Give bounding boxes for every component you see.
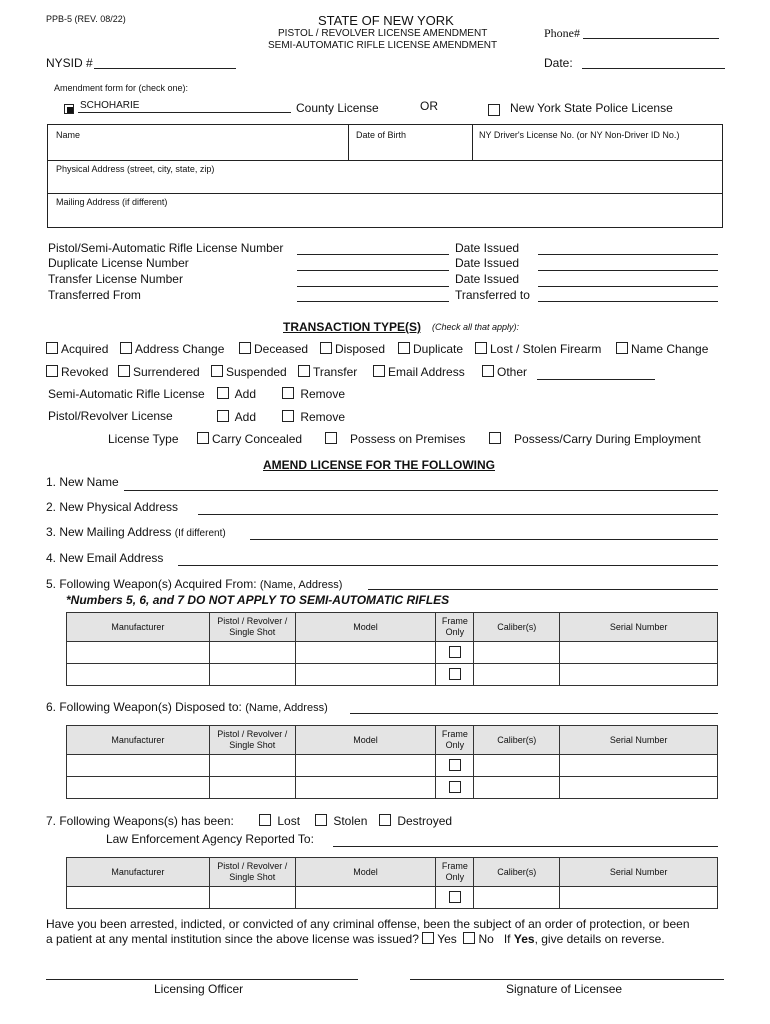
agency-field[interactable] <box>333 846 718 847</box>
status-destroyed[interactable]: Destroyed <box>379 814 452 828</box>
col-pistol-type: Pistol / Revolver / Single Shot <box>209 858 295 887</box>
disposed-to-label: 6. Following Weapon(s) Disposed to: (Name, Address) <box>46 700 328 714</box>
transaction-name-change[interactable]: Name Change <box>616 342 708 356</box>
disposed-to-field[interactable] <box>350 713 718 714</box>
table-row[interactable] <box>67 755 718 777</box>
pistol-remove[interactable]: Remove <box>282 410 345 424</box>
checkbox-icon <box>325 432 337 444</box>
acquired-from-field[interactable] <box>368 589 718 590</box>
form-title: STATE OF NEW YORK <box>318 13 454 28</box>
acquired-weapons-table <box>66 612 718 686</box>
col-model: Model <box>295 726 436 755</box>
table-row[interactable] <box>67 887 718 909</box>
status-stolen[interactable]: Stolen <box>315 814 367 828</box>
col-frame-only: Frame Only <box>436 726 474 755</box>
checkbox-icon <box>463 932 475 944</box>
checkbox-icon <box>616 342 628 354</box>
answer-yes[interactable]: Yes <box>422 932 457 946</box>
pistol-license-label: Pistol/Revolver License <box>48 409 173 423</box>
transaction-other[interactable]: Other <box>482 365 527 379</box>
criminal-question-line1: Have you been arrested, indicted, or convicted of any criminal offense, been the subject of an order of protection, or been <box>46 917 690 931</box>
name-field-label: Name <box>56 130 81 140</box>
new-physical-address-field[interactable] <box>198 514 718 515</box>
col-model: Model <box>295 858 436 887</box>
checkbox-icon <box>320 342 332 354</box>
col-caliber: Caliber(s) <box>474 613 560 642</box>
checkbox-icon <box>482 365 494 377</box>
col-caliber: Caliber(s) <box>474 858 560 887</box>
checkbox-icon <box>422 932 434 944</box>
col-caliber: Caliber(s) <box>474 726 560 755</box>
pistol-add[interactable]: Add <box>217 410 256 424</box>
transferred-from-label: Transferred From <box>48 288 141 302</box>
col-frame-only: Frame Only <box>436 613 474 642</box>
checkbox-icon <box>118 365 130 377</box>
checkbox-icon <box>373 365 385 377</box>
transaction-lost-stolen[interactable]: Lost / Stolen Firearm <box>475 342 601 356</box>
transferred-to-label: Transferred to <box>455 288 530 302</box>
transaction-revoked[interactable]: Revoked <box>46 365 108 379</box>
col-serial-number: Serial Number <box>560 726 718 755</box>
disposed-weapons-table <box>66 725 718 799</box>
or-label: OR <box>420 99 438 113</box>
transaction-suspended[interactable]: Suspended <box>211 365 287 379</box>
state-police-checkbox[interactable] <box>488 102 503 120</box>
checkbox-icon <box>315 814 327 826</box>
form-subtitle-rifle: SEMI-AUTOMATIC RIFLE LICENSE AMENDMENT <box>268 40 498 51</box>
nysid-field[interactable] <box>94 68 236 69</box>
license-number-field[interactable] <box>297 254 449 255</box>
col-serial-number: Serial Number <box>560 613 718 642</box>
frame-only-checkbox[interactable] <box>449 781 461 793</box>
license-type-possess-premises[interactable]: Possess on Premises <box>325 432 465 446</box>
col-manufacturer: Manufacturer <box>67 613 210 642</box>
transaction-transfer[interactable]: Transfer <box>298 365 357 379</box>
phone-label: Phone# <box>544 26 580 40</box>
checkbox-icon <box>46 365 58 377</box>
frame-only-checkbox[interactable] <box>449 646 461 658</box>
checkbox-icon <box>211 365 223 377</box>
checkbox-icon <box>217 387 229 399</box>
county-name-value: SCHOHARIE <box>80 100 140 111</box>
date-label: Date: <box>544 56 573 70</box>
checkbox-icon <box>259 814 271 826</box>
checkbox-icon <box>120 342 132 354</box>
state-police-label: New York State Police License <box>510 101 673 115</box>
transferred-from-field[interactable] <box>297 301 449 302</box>
new-mailing-address-label: 3. New Mailing Address (If different) <box>46 525 226 539</box>
licensee-signature-label: Signature of Licensee <box>506 982 623 996</box>
frame-only-checkbox[interactable] <box>449 891 461 903</box>
phone-field[interactable] <box>583 38 719 39</box>
licensee-signature-line[interactable] <box>410 979 724 980</box>
date-issued-field-3[interactable] <box>538 286 718 287</box>
license-number-field-label: NY Driver's License No. (or NY Non-Driver ID No.) <box>479 130 680 140</box>
new-name-field[interactable] <box>124 490 718 491</box>
dob-field-label: Date of Birth <box>356 130 407 140</box>
answer-no[interactable]: No <box>463 932 493 946</box>
duplicate-field[interactable] <box>297 270 449 271</box>
checkbox-icon <box>46 342 58 354</box>
transaction-surrendered[interactable]: Surrendered <box>118 365 200 379</box>
semi-auto-license-label: Semi-Automatic Rifle License <box>48 387 205 401</box>
physical-address-field-label: Physical Address (street, city, state, zip) <box>56 164 215 174</box>
checkbox-icon <box>197 432 209 444</box>
county-checkbox[interactable] <box>64 100 77 118</box>
col-manufacturer: Manufacturer <box>67 858 210 887</box>
checkbox-icon <box>489 432 501 444</box>
license-type-label: License Type <box>108 432 179 446</box>
checkbox-checked-icon <box>64 104 74 114</box>
table-row[interactable] <box>67 664 718 686</box>
table-header-row <box>67 726 718 755</box>
licensing-officer-signature-line[interactable] <box>46 979 358 980</box>
acquired-from-label: 5. Following Weapon(s) Acquired From: (Name, Address) <box>46 577 343 591</box>
new-name-label: 1. New Name <box>46 475 119 489</box>
form-subtitle-pistol: PISTOL / REVOLVER LICENSE AMENDMENT <box>278 28 488 39</box>
frame-only-checkbox[interactable] <box>449 759 461 771</box>
county-name-field[interactable] <box>78 112 291 113</box>
date-issued-label-3: Date Issued <box>455 272 520 286</box>
transferred-to-field[interactable] <box>538 301 718 302</box>
checkbox-icon <box>282 387 294 399</box>
transfer-field[interactable] <box>297 286 449 287</box>
transaction-address-change[interactable]: Address Change <box>120 342 224 356</box>
license-type-carry-concealed[interactable]: Carry Concealed <box>197 432 302 446</box>
new-email-address-field[interactable] <box>178 565 718 566</box>
weapons-status-label: 7. Following Weapons(s) has been: <box>46 814 234 828</box>
checkbox-icon <box>298 365 310 377</box>
col-manufacturer: Manufacturer <box>67 726 210 755</box>
checkbox-icon <box>282 410 294 422</box>
semi-auto-add[interactable]: Add <box>217 387 256 401</box>
col-pistol-type: Pistol / Revolver / Single Shot <box>209 613 295 642</box>
transaction-disposed[interactable]: Disposed <box>320 342 385 356</box>
semi-auto-exclusion-note: *Numbers 5, 6, and 7 DO NOT APPLY TO SEMI-AUTOMATIC RIFLES <box>66 593 450 607</box>
checkbox-icon <box>379 814 391 826</box>
checkbox-icon <box>488 104 500 116</box>
date-issued-field-1[interactable] <box>538 254 718 255</box>
duplicate-label: Duplicate License Number <box>48 256 189 270</box>
nysid-label: NYSID # <box>46 56 93 70</box>
new-mailing-address-field[interactable] <box>250 539 718 540</box>
date-issued-label-1: Date Issued <box>455 241 520 255</box>
amendment-for-label: Amendment form for (check one): <box>54 83 189 93</box>
col-pistol-type: Pistol / Revolver / Single Shot <box>209 726 295 755</box>
table-header-row <box>67 613 718 642</box>
col-serial-number: Serial Number <box>560 858 718 887</box>
criminal-question-line2: a patient at any mental institution since the above license was issued? Yes No If Yes, give details on reverse. <box>46 932 665 946</box>
transaction-deceased[interactable]: Deceased <box>239 342 308 356</box>
semi-auto-remove[interactable]: Remove <box>282 387 345 401</box>
county-license-label: County License <box>296 101 379 115</box>
date-issued-label-2: Date Issued <box>455 256 520 270</box>
checkbox-icon <box>239 342 251 354</box>
table-header-row <box>67 858 718 887</box>
amend-license-title: AMEND LICENSE FOR THE FOLLOWING <box>263 458 495 472</box>
license-number-label: Pistol/Semi-Automatic Rifle License Number <box>48 241 284 255</box>
checkbox-icon <box>398 342 410 354</box>
form-code: PPB-5 (REV. 08/22) <box>46 14 126 24</box>
transfer-label: Transfer License Number <box>48 272 183 286</box>
table-row[interactable] <box>67 777 718 799</box>
date-issued-field-2[interactable] <box>538 270 718 271</box>
other-field[interactable] <box>537 379 655 380</box>
checkbox-icon <box>217 410 229 422</box>
new-physical-address-label: 2. New Physical Address <box>46 500 179 514</box>
col-frame-only: Frame Only <box>436 858 474 887</box>
agency-label: Law Enforcement Agency Reported To: <box>106 832 314 846</box>
frame-only-checkbox[interactable] <box>449 668 461 680</box>
license-type-employment[interactable]: Possess/Carry During Employment <box>489 432 701 446</box>
date-field[interactable] <box>582 68 725 69</box>
transaction-acquired[interactable]: Acquired <box>46 342 108 356</box>
licensing-officer-label: Licensing Officer <box>154 982 244 996</box>
transaction-type-title: TRANSACTION TYPE(S) <box>283 320 421 334</box>
transaction-type-hint: (Check all that apply): <box>432 322 520 332</box>
col-model: Model <box>295 613 436 642</box>
new-email-address-label: 4. New Email Address <box>46 551 164 565</box>
transaction-duplicate[interactable]: Duplicate <box>398 342 463 356</box>
status-lost[interactable]: Lost <box>259 814 300 828</box>
lost-weapons-table <box>66 857 718 909</box>
transaction-email-address[interactable]: Email Address <box>373 365 465 379</box>
table-row[interactable] <box>67 642 718 664</box>
mailing-address-field-label: Mailing Address (if different) <box>56 197 168 207</box>
checkbox-icon <box>475 342 487 354</box>
